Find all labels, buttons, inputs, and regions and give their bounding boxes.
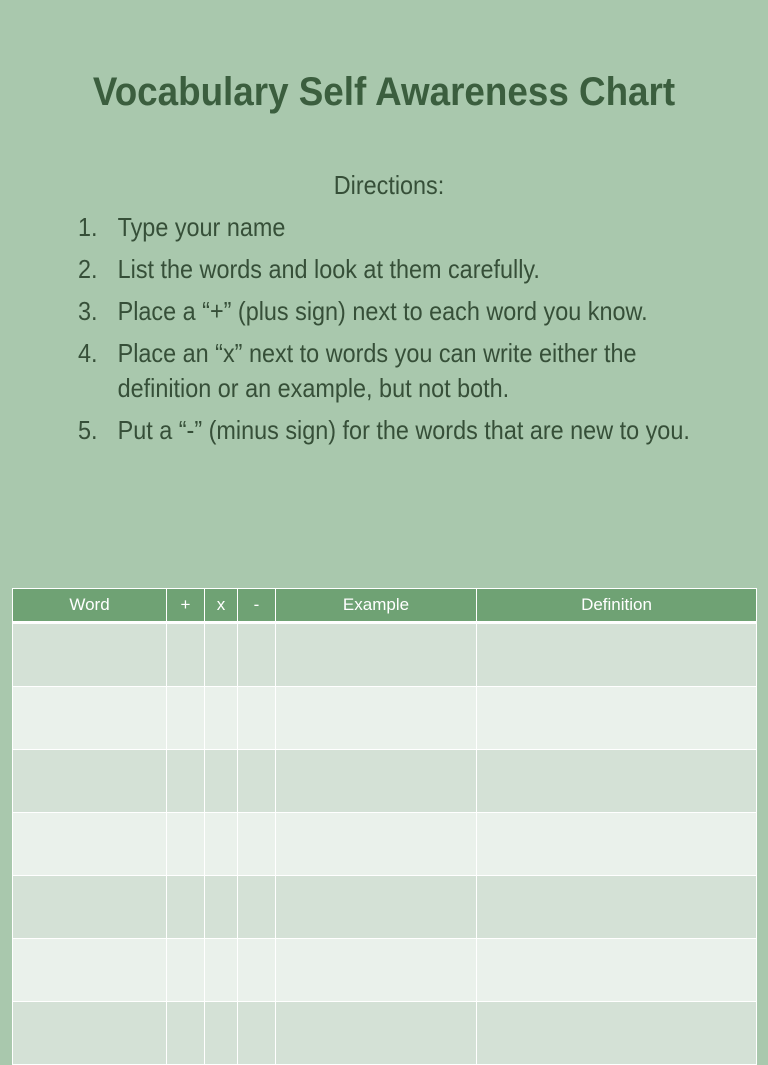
- table-cell-minus[interactable]: [238, 813, 276, 876]
- direction-number: 2.: [78, 254, 98, 284]
- direction-item: [78, 252, 730, 287]
- table-cell-plus[interactable]: [167, 1002, 205, 1065]
- table-cell-definition[interactable]: [477, 939, 757, 1002]
- table-row: [13, 876, 757, 939]
- column-header-plus: +: [167, 589, 205, 623]
- direction-number: 5.: [78, 415, 98, 445]
- vocabulary-chart-table: [12, 588, 757, 1065]
- table-cell-word[interactable]: [13, 813, 167, 876]
- table-cell-x[interactable]: [205, 687, 238, 750]
- table-cell-minus[interactable]: [238, 876, 276, 939]
- table-cell-plus[interactable]: [167, 750, 205, 813]
- direction-item: [78, 336, 730, 406]
- table-cell-definition[interactable]: [477, 876, 757, 939]
- directions-heading: Directions:: [333, 170, 445, 200]
- direction-number: 3.: [78, 296, 98, 326]
- direction-text: Put a “-” (minus sign) for the words that are new to you.: [117, 415, 690, 445]
- table-cell-minus[interactable]: [238, 750, 276, 813]
- table-cell-example[interactable]: [276, 1002, 477, 1065]
- table-cell-definition[interactable]: [477, 623, 757, 687]
- table-cell-x[interactable]: [205, 876, 238, 939]
- table-cell-definition[interactable]: [477, 687, 757, 750]
- table-row: [13, 687, 757, 750]
- table-cell-minus[interactable]: [238, 623, 276, 687]
- table-body: [13, 623, 757, 1065]
- table-cell-plus[interactable]: [167, 939, 205, 1002]
- table-cell-x[interactable]: [205, 750, 238, 813]
- table-cell-word[interactable]: [13, 1002, 167, 1065]
- table-cell-word[interactable]: [13, 876, 167, 939]
- direction-number: 4.: [78, 338, 98, 368]
- table-header-row: [13, 589, 757, 623]
- table-cell-word[interactable]: [13, 623, 167, 687]
- table-cell-example[interactable]: [276, 876, 477, 939]
- directions-list: [78, 210, 718, 455]
- page-title: Vocabulary Self Awareness Chart: [92, 70, 676, 114]
- table-cell-word[interactable]: [13, 939, 167, 1002]
- table-row: [13, 813, 757, 876]
- table-cell-plus[interactable]: [167, 687, 205, 750]
- column-header-definition: Definition: [477, 589, 757, 623]
- table-cell-example[interactable]: [276, 813, 477, 876]
- direction-text: List the words and look at them carefully.: [117, 254, 540, 284]
- table-cell-x[interactable]: [205, 813, 238, 876]
- table-cell-word[interactable]: [13, 687, 167, 750]
- table-cell-plus[interactable]: [167, 813, 205, 876]
- table-cell-example[interactable]: [276, 750, 477, 813]
- table-cell-plus[interactable]: [167, 623, 205, 687]
- table-cell-x[interactable]: [205, 1002, 238, 1065]
- direction-item: [78, 210, 730, 245]
- table-cell-definition[interactable]: [477, 1002, 757, 1065]
- table-cell-example[interactable]: [276, 687, 477, 750]
- column-header-x: x: [205, 589, 238, 623]
- table-cell-x[interactable]: [205, 939, 238, 1002]
- table-row: [13, 623, 757, 687]
- column-header-example: Example: [276, 589, 477, 623]
- table-cell-minus[interactable]: [238, 1002, 276, 1065]
- direction-text: Place a “+” (plus sign) next to each word you know.: [117, 296, 648, 326]
- table-cell-definition[interactable]: [477, 750, 757, 813]
- table-cell-minus[interactable]: [238, 939, 276, 1002]
- table-cell-example[interactable]: [276, 939, 477, 1002]
- table-cell-word[interactable]: [13, 750, 167, 813]
- table-row: [13, 750, 757, 813]
- direction-number: 1.: [78, 212, 98, 242]
- table-cell-minus[interactable]: [238, 687, 276, 750]
- column-header-word: Word: [13, 589, 167, 623]
- table-cell-x[interactable]: [205, 623, 238, 687]
- table-cell-plus[interactable]: [167, 876, 205, 939]
- table-row: [13, 939, 757, 1002]
- direction-text: Type your name: [117, 212, 286, 242]
- table-cell-example[interactable]: [276, 623, 477, 687]
- direction-text: Place an “x” next to words you can write either the definition or an example, but not both.: [117, 338, 637, 403]
- column-header-minus: -: [238, 589, 276, 623]
- direction-item: [78, 294, 730, 329]
- table-cell-definition[interactable]: [477, 813, 757, 876]
- table-row: [13, 1002, 757, 1065]
- direction-item: [78, 413, 730, 448]
